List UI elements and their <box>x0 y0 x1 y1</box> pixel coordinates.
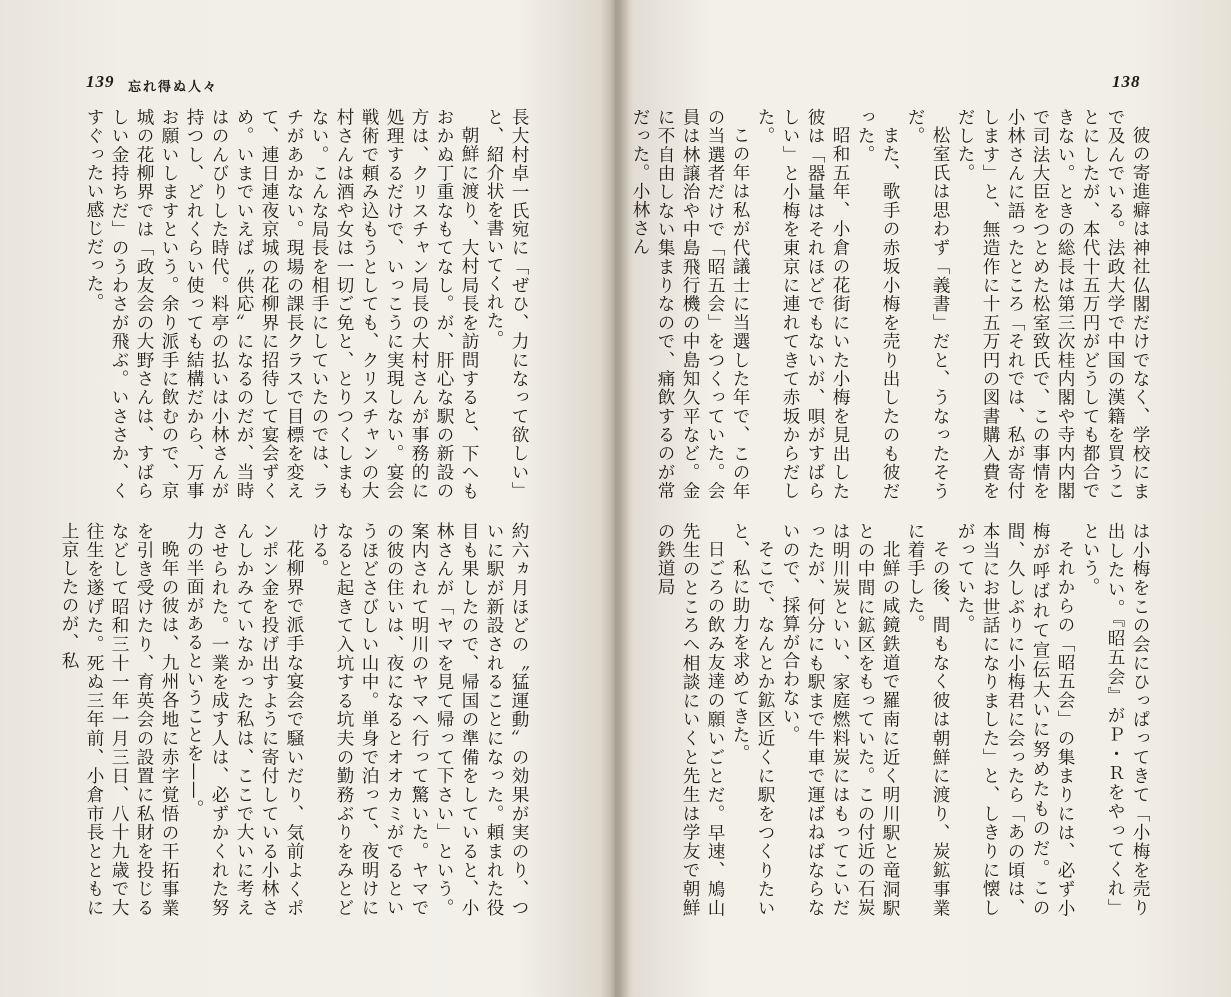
book-gutter <box>600 0 630 997</box>
paragraph: 花柳界で派手な宴会で騒いだり、気前よくポンポン金を投げ出すように寄付している小林さんしかみていなかった私は、ここで大いに考えさせられた。一業を成す人は、必ずかくれた努力の半面があるということを——。 <box>184 522 304 917</box>
paragraph: 朝鮮に渡り、大村局長を訪問すると、下へもおかぬ丁重なもてなし。が、肝心な駅の新設の方は、クリスチャン局長の大村さんが事務的に処理するだけで、いっこうに実現しない。宴会戦術で頼み込もうとしても、クリスチャンの大村さんは酒や女は一切ご免と、とりつくしまもない。こんな局長を相手にしていたのでは、ラチがあかない。現場の課長クラスで目標を変えて、連日連夜京城の花柳界に招待して宴会ずくめ。いまでいえば〝供応〟になるのだが、当時はのんびりした時代。料亭の払いは小林さんが持つし、どれくらい使っても結構だから、万事お願いしますという。余り派手に飲むので、京城の花柳界では「政友会の大野さんは、すばらしい金持ちだ」のうわさが飛ぶ。いささか、くすぐったい感じだった。 <box>84 108 479 500</box>
paragraph: そこで、なんとか鉱区近くに駅をつくりたいと、私に助力を求めてきた。 <box>730 522 775 917</box>
right-upper-text <box>630 108 1152 500</box>
paragraph: 彼の寄進癖は神社仏閣だけでなく、学校にまで及んでいる。法政大学で中国の漢籍を買うことにしたが、本代十五万円がどうしても都合できない。ときの総長は第三次桂内閣や寺内内閣で司法大臣をつとめた松室致氏で、この事情を小林さんに語ったところ「それでは、私が寄付します」と、無造作に十五万円の図書購入費をだした。 <box>955 108 1150 500</box>
paragraph: その後、間もなく彼は朝鮮に渡り、炭鉱事業に着手した。 <box>905 522 950 917</box>
paragraph: また、歌手の赤坂小梅を売り出したのも彼だった。 <box>855 108 900 500</box>
left-page <box>0 0 614 997</box>
paragraph: 約六ヵ月ほどの〝猛運動〟の効果が実のり、ついに駅が新設されることになった。頼まれた役目も果したので、帰国の準備をしていると、小林さんが「ヤマを見て帰って下さい」という。案内されて明川のヤマへ行って驚いた。ヤマでの彼の住いは、夜になるとオオカミがでるというほどさびしい山中。単身で泊って、夜明けになると起きて入坑する坑夫の勤務ぶりをみとどける。 <box>309 522 529 917</box>
paragraph: この年は私が代議士に当選した年で、この年の当選者だけで「昭五会」をつくっていた。会員は林譲治や中島飛行機の中島知久平など。金に不自由しない集まりなので、痛飲するのが常だった。小林さん <box>630 108 750 500</box>
paragraph: 長大村卓一氏宛に「ぜひ、力になって欲しい」と、紹介状を書いてくれた。 <box>484 108 529 500</box>
right-page <box>617 0 1231 997</box>
paragraph: 北鮮の咸鏡鉄道で羅南に近く明川駅と竜洞駅との中間に鉱区をもっていた。この付近の石炭は明川炭といい、家庭燃料炭にはもってこいだったが、何分にも駅まで牛車で運ばねばならないので、採算が合わない。 <box>780 522 900 917</box>
page-number: 138 <box>1112 72 1141 91</box>
paragraph: は小梅をこの会にひっぱってきて「小梅を売り出したい。『昭五会』がＰ・Ｒをやってくれ」という。 <box>1080 522 1150 917</box>
left-lower-text <box>59 522 531 917</box>
paragraph: 昭和五年、小倉の花街にいた小梅を見出した彼は「器量はそれほどでもないが、唄がすばらしい」と小梅を東京に連れてきて赤坂からだした。 <box>755 108 850 500</box>
page-number: 139 <box>86 72 115 91</box>
right-lower-text <box>655 522 1152 917</box>
paragraph: 晩年の彼は、九州各地に赤字覚悟の干拓事業を引き受けたり、育英会の設置に私財を投じるなどして昭和三十一年一月三日、八十九歳で大往生を遂げた。死ぬ三年前、小倉市長とともに上京したのが、私 <box>59 522 179 917</box>
left-upper-text <box>76 108 531 500</box>
paragraph: 松室氏は思わず「義書」だと、うなったそうだ。 <box>905 108 950 500</box>
paragraph: それからの「昭五会」の集まりには、必ず小梅が呼ばれて宣伝大いに努めたものだ。この間、久しぶりに小梅君に会ったら「あの頃は、本当にお世話になりました」と、しきりに懐しがっていた。 <box>955 522 1075 917</box>
paragraph: 日ごろの飲み友達の願いごとだ。早速、鳩山先生のところへ相談にいくと先生は学友で朝鮮の鉄道局 <box>655 522 725 917</box>
running-head: 忘れ得ぬ人々 <box>128 80 219 95</box>
